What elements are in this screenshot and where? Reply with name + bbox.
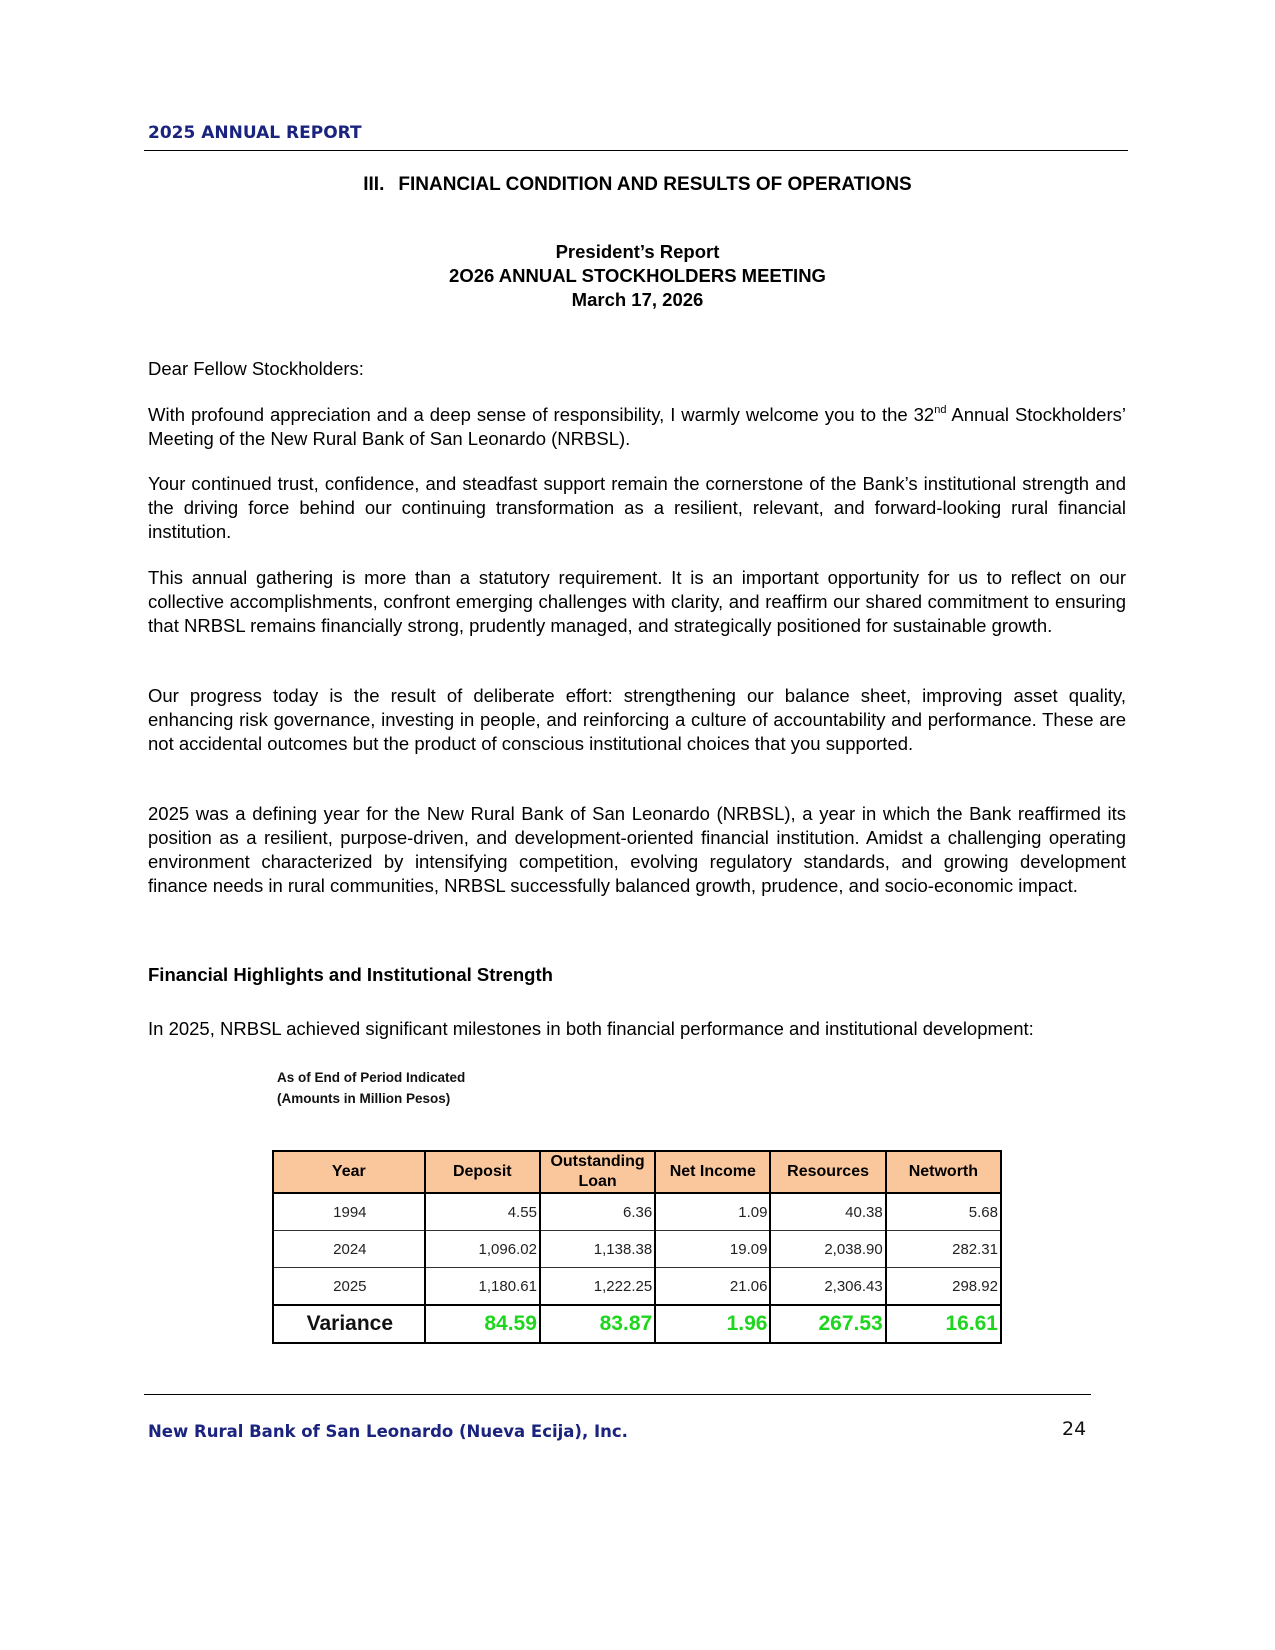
column-header-networth: Networth [886,1151,1001,1193]
table-cell: 298.92 [886,1268,1001,1306]
variance-cell: 16.61 [886,1305,1001,1343]
paragraph-defining-year: 2025 was a defining year for the New Rural Bank of San Leonardo (NRBSL), a year in which the Bank reaffirmed its position as a resilient, purpose-driven, and development-oriented financial institution. Amidst a challenging operating environment characterized by intensifying competition, evolving regulatory standards, and growing development finance needs in rural communities, NRBSL successfully balanced growth, prudence, and socio-economic impact. [148,803,1126,896]
ordinal-suffix: nd [934,403,947,416]
paragraph-milestones: In 2025, NRBSL achieved significant milestones in both financial performance and institutional development: [148,1018,1034,1039]
column-header-year: Year [273,1151,425,1193]
report-title: President’s Report [555,241,720,262]
section-title [0,174,1275,196]
page-number: 24 [1062,1418,1087,1440]
table-row [273,1193,1001,1231]
footer-divider [144,1394,1091,1395]
paragraph-welcome-text-2: Annual Stockholders’ Meeting of the New Rural Bank of San Leonardo (NRBSL). [148,404,1126,449]
table-cell: 1994 [273,1193,425,1231]
column-header-net-income: Net Income [655,1151,770,1193]
paragraph-progress: Our progress today is the result of deliberate effort: strengthening our balance sheet, improving asset quality, enhancing risk governance, investing in people, and reinforcing a culture of accountability and performance. These are not accidental outcomes but the product of conscious institutional choices that you supported. [148,685,1126,754]
table-cell: 2024 [273,1231,425,1268]
table-cell: 1,096.02 [425,1231,540,1268]
column-header-deposit: Deposit [425,1151,540,1193]
table-cell: 282.31 [886,1231,1001,1268]
report-heading [0,240,1275,312]
table-cell: 2,306.43 [770,1268,885,1306]
table-cell: 2,038.90 [770,1231,885,1268]
table-cell: 21.06 [655,1268,770,1306]
table-row [273,1268,1001,1306]
table-cell: 4.55 [425,1193,540,1231]
table-caption-period: As of End of Period Indicated [277,1070,466,1085]
table-cell: 5.68 [886,1193,1001,1231]
table-cell: 1.09 [655,1193,770,1231]
section-title-text: FINANCIAL CONDITION AND RESULTS OF OPERATIONS [398,174,912,195]
variance-cell: 267.53 [770,1305,885,1343]
table-cell: 19.09 [655,1231,770,1268]
variance-label: Variance [273,1305,425,1343]
report-header-title: 2025 ANNUAL REPORT [148,123,362,143]
column-header-resources: Resources [770,1151,885,1193]
table-cell: 1,138.38 [540,1231,655,1268]
table-cell: 1,222.25 [540,1268,655,1306]
financial-highlights-table [272,1150,1002,1344]
table-cell: 1,180.61 [425,1268,540,1306]
column-header-outstanding-loan: Outstanding Loan [540,1151,655,1193]
meeting-date: March 17, 2026 [571,289,704,310]
table-caption [277,1067,465,1109]
paragraph-trust: Your continued trust, confidence, and steadfast support remain the cornerstone of the Bank’s institutional strength and the driving force behind our continuing transformation as a resilient, relevant, and forward-looking rural financial institution. [148,473,1126,542]
meeting-title: 2O26 ANNUAL STOCKHOLDERS MEETING [449,265,826,286]
table-header-row [273,1151,1001,1193]
paragraph-welcome-text-1: With profound appreciation and a deep sense of responsibility, I warmly welcome you to the 32 [148,404,935,425]
variance-row [273,1305,1001,1343]
salutation: Dear Fellow Stockholders: [148,358,364,379]
table-row [273,1231,1001,1268]
variance-cell: 1.96 [655,1305,770,1343]
header-divider [144,150,1128,151]
table-cell: 40.38 [770,1193,885,1231]
paragraph-gathering: This annual gathering is more than a statutory requirement. It is an important opportunity for us to reflect on our collective accomplishments, confront emerging challenges with clarity, and reaffirm our shared commitment to ensuring that NRBSL remains financially strong, prudently managed, and strategically positioned for sustainable growth. [148,567,1126,636]
variance-cell: 84.59 [425,1305,540,1343]
paragraph-welcome [148,403,1126,451]
section-number: III. [363,174,385,195]
table-cell: 2025 [273,1268,425,1306]
table-caption-units: (Amounts in Million Pesos) [277,1091,451,1106]
footer-organization: New Rural Bank of San Leonardo (Nueva Ecija), Inc. [148,1422,628,1441]
subheading-financial-highlights: Financial Highlights and Institutional Strength [148,964,553,985]
table-cell: 6.36 [540,1193,655,1231]
variance-cell: 83.87 [540,1305,655,1343]
